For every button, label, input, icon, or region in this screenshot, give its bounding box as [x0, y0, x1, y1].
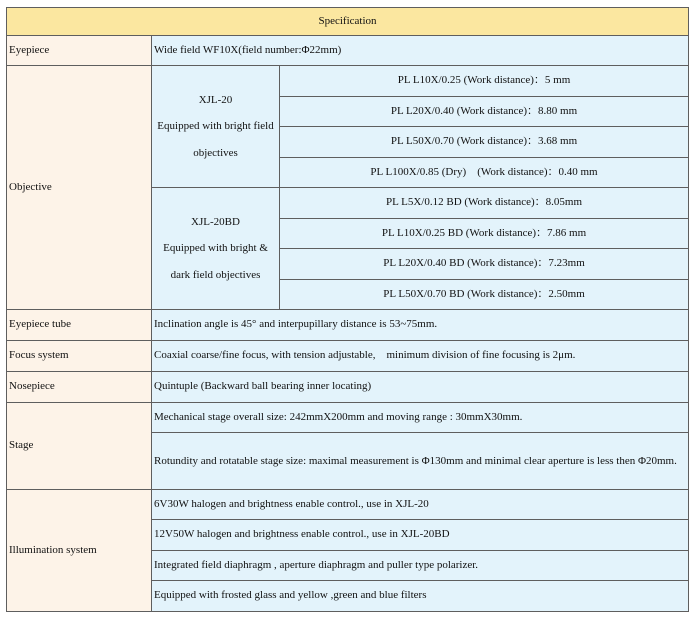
- objective-group-xjl-20: [152, 66, 280, 188]
- objective-item: PL L100X/0.85 (Dry) (Work distance)：0.40 mm: [280, 158, 689, 188]
- row-label-eyepiece: Eyepiece: [7, 36, 152, 66]
- row-value-illumination: Equipped with frosted glass and yellow ,green and blue filters: [152, 581, 689, 612]
- row-label-eyepiece-tube: Eyepiece tube: [7, 310, 152, 341]
- objective-item: PL L10X/0.25 BD (Work distance)：7.86 mm: [280, 219, 689, 249]
- objective-item: PL L10X/0.25 (Work distance)：5 mm: [280, 66, 689, 97]
- row-value-focus-system: Coaxial coarse/fine focus, with tension adjustable, minimum division of fine focusing is 2μm.: [152, 341, 689, 372]
- table-header: Specification: [7, 8, 689, 36]
- row-label-stage: Stage: [7, 403, 152, 490]
- objective-item: PL L50X/0.70 (Work distance)：3.68 mm: [280, 127, 689, 158]
- row-value-illumination: 6V30W halogen and brightness enable control., use in XJL-20: [152, 490, 689, 520]
- objective-group-name: XJL-20: [198, 93, 233, 106]
- row-value-eyepiece: Wide field WF10X(field number:Φ22mm): [152, 36, 689, 66]
- row-label-illumination: Illumination system: [7, 490, 152, 612]
- objective-item: PL L50X/0.70 BD (Work distance)：2.50mm: [280, 280, 689, 310]
- row-label-objective: Objective: [7, 66, 152, 310]
- row-value-illumination: Integrated field diaphragm , aperture diaphragm and puller type polarizer.: [152, 551, 689, 581]
- row-label-nosepiece: Nosepiece: [7, 372, 152, 403]
- objective-item: PL L20X/0.40 (Work distance)：8.80 mm: [280, 97, 689, 127]
- objective-group-name: XJL-20BD: [191, 215, 240, 228]
- objective-group-desc: Equipped with bright & dark field objectives: [163, 242, 268, 281]
- objective-group-desc: Equipped with bright field objectives: [157, 120, 274, 159]
- row-value-stage: Rotundity and rotatable stage size: maximal measurement is Φ130mm and minimal clear aperture is less then Φ20mm.: [152, 433, 689, 490]
- specification-table: [6, 7, 689, 612]
- objective-item: PL L20X/0.40 BD (Work distance)：7.23mm: [280, 249, 689, 280]
- row-value-illumination: 12V50W halogen and brightness enable control., use in XJL-20BD: [152, 520, 689, 551]
- row-value-eyepiece-tube: Inclination angle is 45° and interpupillary distance is 53~75mm.: [152, 310, 689, 341]
- objective-group-xjl-20bd: [152, 188, 280, 310]
- row-label-focus-system: Focus system: [7, 341, 152, 372]
- row-value-nosepiece: Quintuple (Backward ball bearing inner locating): [152, 372, 689, 403]
- objective-item: PL L5X/0.12 BD (Work distance)：8.05mm: [280, 188, 689, 219]
- row-value-stage: Mechanical stage overall size: 242mmX200mm and moving range : 30mmX30mm.: [152, 403, 689, 433]
